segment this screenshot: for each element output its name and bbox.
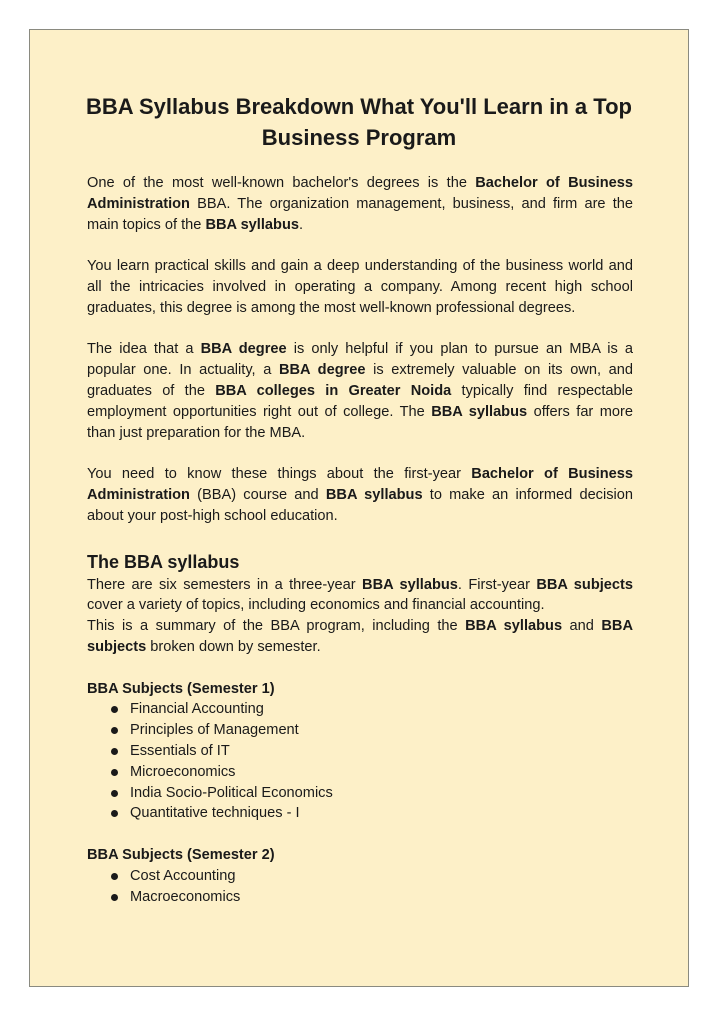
first-year-paragraph: You need to know these things about the first-year Bachelor of Business Administration (BBA) course and BBA syllabus to make an informed decision about your post-high school education. [87, 466, 634, 524]
list-item: Financial Accounting [109, 699, 633, 720]
semester-2-heading: BBA Subjects (Semester 2) [87, 846, 275, 863]
list-item: Macroeconomics [109, 887, 633, 908]
document-page [29, 29, 689, 987]
intro-paragraph: One of the most well-known bachelor's degrees is the Bachelor of Business Administration BBA. The organization management, business, and firm are the main topics of the BBA syllabus. [87, 175, 633, 233]
list-item: Microeconomics [109, 762, 633, 783]
section-heading: The BBA syllabus [87, 551, 240, 572]
list-item: Cost Accounting [109, 866, 633, 887]
document-title: BBA Syllabus Breakdown What You'll Learn in a Top Business Program [86, 94, 632, 150]
semesters-paragraph: There are six semesters in a three-year BBA syllabus. First-year BBA subjects cover a variety of topics, including economics and financial accounting. [87, 576, 634, 614]
list-item: Quantitative techniques - I [109, 803, 633, 824]
semester-1-heading: BBA Subjects (Semester 1) [87, 680, 275, 697]
semester-2-list [87, 866, 633, 908]
semester-1-list [87, 699, 633, 824]
summary-paragraph: This is a summary of the BBA program, including the BBA syllabus and BBA subjects broken down by semester. [87, 618, 633, 655]
bba-degree-paragraph: The idea that a BBA degree is only helpful if you plan to pursue an MBA is a popular one. In actuality, a BBA degree is extremely valuable on its own, and graduates of the BBA colleges in Greater Noida typically find respectable employment opportunities right out of college. The BBA syllabus offers far more than just preparation for the MBA. [87, 341, 634, 441]
skills-paragraph: You learn practical skills and gain a deep understanding of the business world and all the intricacies involved in operating a company. Among recent high school graduates, this degree is among the most well-known professional degrees. [87, 258, 633, 316]
document-body [87, 173, 633, 907]
list-item: India Socio-Political Economics [109, 783, 633, 804]
list-item: Principles of Management [109, 720, 633, 741]
list-item: Essentials of IT [109, 741, 633, 762]
